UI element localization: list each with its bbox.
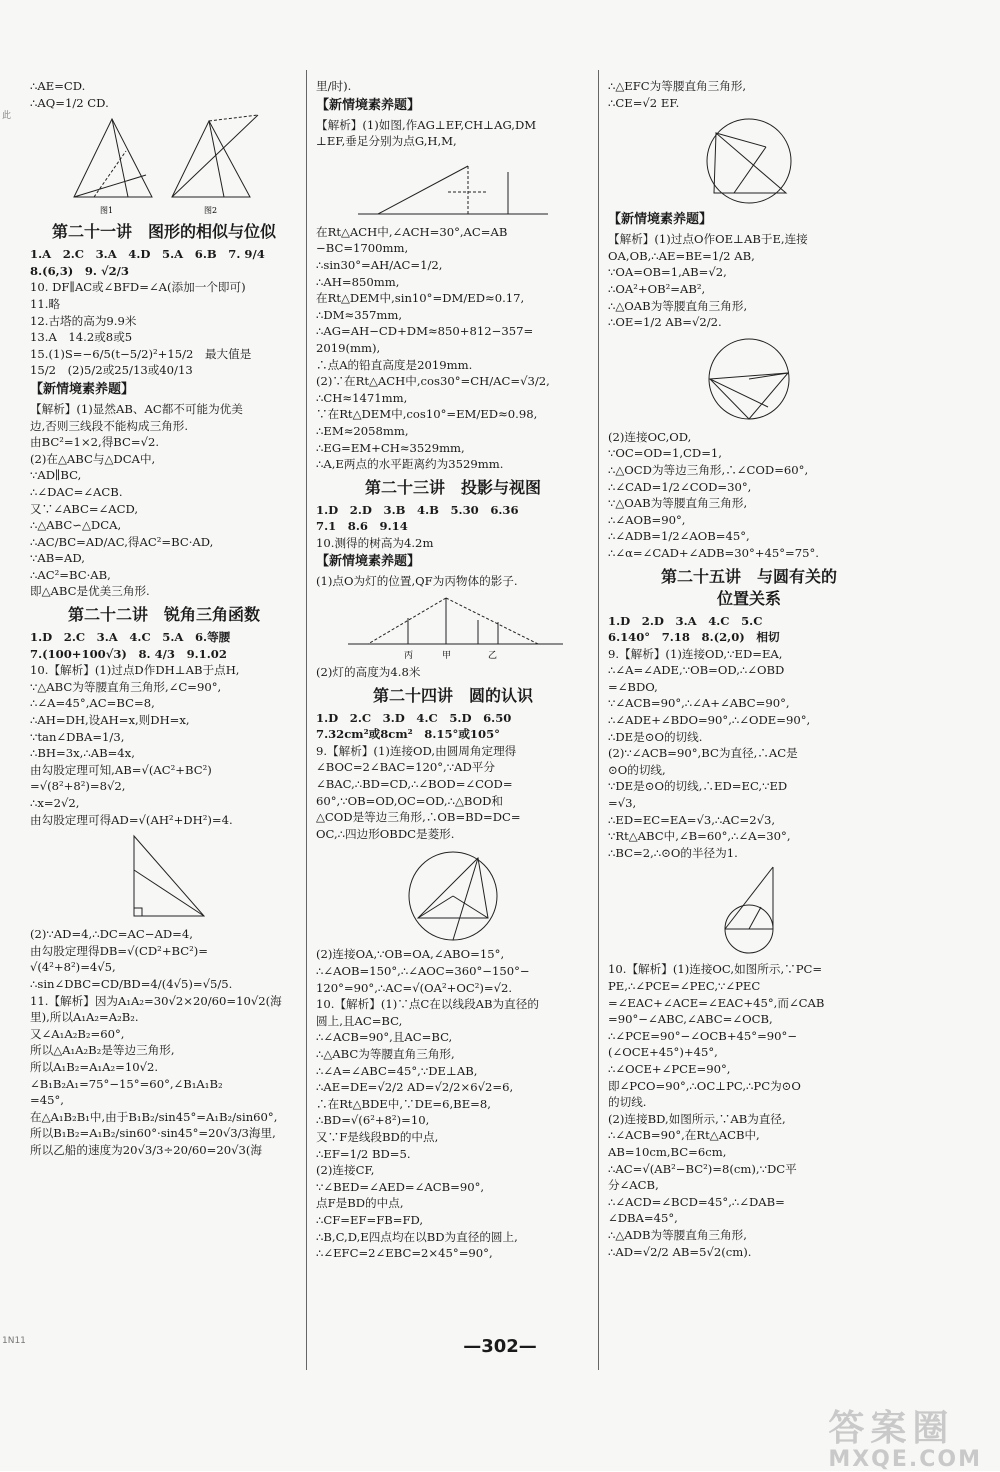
figure-label: 甲 bbox=[442, 651, 452, 662]
text-line: ∴AC=√(AB²−BC²)=8(cm),∵DC平 bbox=[608, 1161, 797, 1176]
text-line: (2)∵在Rt△ACH中,cos30°=CH/AC=√3/2, bbox=[316, 374, 550, 389]
text-line: ∴BD=√(6²+8²)=10, bbox=[316, 1113, 430, 1128]
text-line: ∴OE=1/2 AB=√2/2. bbox=[608, 315, 722, 330]
watermark-url: MXQE.COM bbox=[828, 1447, 982, 1472]
text-line: 边,否则三线段不能构成三角形. bbox=[30, 418, 189, 433]
text-line: 所以A₁B₂=A₁A₂=10√2. bbox=[30, 1059, 159, 1074]
answer-line: 10. DF∥AC或∠BFD=∠A(添加一个即可) bbox=[30, 280, 246, 295]
text-line: ∴△OAB为等腰直角三角形, bbox=[608, 298, 748, 313]
text-line: =∠EAC+∠ACE=∠EAC+45°,而∠CAB bbox=[608, 995, 825, 1010]
text-line: ∴AC/BC=AD/AC,得AC²=BC·AD, bbox=[30, 534, 214, 549]
text-line: ∵△OAB为等腰直角三角形, bbox=[608, 496, 748, 511]
text-line: (2)灯的高度为4.8米 bbox=[316, 665, 421, 680]
answer-line: ∴BC=2,∴⊙O的半径为1. bbox=[608, 845, 738, 860]
text-line: 在Rt△ACH中,∠ACH=30°,AC=AB bbox=[316, 224, 508, 239]
answer-line: 9.【解析】(1)连接OD,由圆周角定理得 bbox=[316, 743, 517, 758]
text-line: (2)∵AD=4,∴DC=AC−AD=4, bbox=[30, 927, 193, 942]
column-divider bbox=[598, 70, 599, 1370]
text-line: 分∠ACB, bbox=[608, 1178, 659, 1193]
figure-caption: 图2 bbox=[204, 206, 218, 216]
text-line: ∴AC²=BC·AB, bbox=[30, 567, 111, 582]
text-line: 所以B₁B₂=A₁B₂/sin60°·sin45°=20√3/3海里, bbox=[30, 1126, 276, 1141]
text-line: ∴∠CAD=1/2∠COD=30°, bbox=[608, 479, 752, 494]
answer-line: ⊙O的切线, bbox=[608, 762, 666, 777]
answer-line: 7.1 8.6 9.14 bbox=[316, 519, 408, 534]
text-line: (2)连接OA,∵OB=OA,∠ABO=15°, bbox=[316, 947, 505, 962]
answer-line: 7.32cm²或8cm² 8.15°或105° bbox=[316, 727, 500, 742]
answer-line: ∴∠ADE+∠BDO=90°,∴∠ODE=90°, bbox=[608, 713, 811, 728]
answer-line: ∵△ABC为等腰直角三角形,∠C=90°, bbox=[30, 679, 222, 694]
answer-line: =√(8²+8²)=8√2, bbox=[30, 779, 126, 794]
text-line: ∴EM≈2058mm, bbox=[316, 423, 409, 438]
triangle-figures bbox=[64, 113, 264, 217]
answer-line: 1.D 2.D 3.A 4.C 5.C bbox=[608, 613, 763, 628]
watermark-text: 答案圈 bbox=[828, 1408, 955, 1449]
text-line: =45°, bbox=[30, 1093, 64, 1108]
slope-figure bbox=[348, 152, 558, 222]
answer-line: 10.【解析】(1)过点D作DH⊥AB于点H, bbox=[30, 663, 240, 678]
circle-figure bbox=[694, 113, 804, 209]
text-line: 圆上,且AC=BC, bbox=[316, 1013, 403, 1028]
text-line: 所以△A₁A₂B₂是等边三角形, bbox=[30, 1043, 175, 1058]
section-title: 【新情境素养题】 bbox=[608, 212, 713, 228]
text-line: ∴△ABC∽△DCA, bbox=[30, 518, 122, 533]
answer-line: 9.【解析】(1)连接OD,∵ED=EA, bbox=[608, 646, 783, 661]
text-line: ∴AQ=1/2 CD. bbox=[30, 95, 109, 110]
text-line: ∴∠ACD=∠BCD=45°,∴∠DAB= bbox=[608, 1194, 785, 1209]
text-line: 所以乙船的速度为20√3/3÷20/60=20√3(海 bbox=[30, 1142, 263, 1157]
text-line: ∴∠ACB=90°,且AC=BC, bbox=[316, 1030, 453, 1045]
answer-line: ∠BAC,∴BD=CD,∴∠BOD=∠COD= bbox=[316, 777, 513, 792]
section-title: 【新情境素养题】 bbox=[316, 97, 421, 113]
right-triangle-figure bbox=[104, 830, 224, 924]
lecture-heading: 第二十四讲 圆的认识 bbox=[372, 685, 533, 705]
answer-line: ∠BOC=2∠BAC=120°,∵AD平分 bbox=[316, 760, 495, 775]
answer-line: 由勾股定理可知,AB=√(AC²+BC²) bbox=[30, 762, 212, 777]
answer-line: ∴BH=3x,∴AB=4x, bbox=[30, 746, 135, 761]
text-line: (1)点O为灯的位置,QF为丙物体的影子. bbox=[316, 574, 518, 589]
text-line: 【解析】(1)显然AB、AC都不可能为优美 bbox=[30, 401, 243, 416]
circle-figure bbox=[694, 333, 804, 427]
text-line: ∵OC=OD=1,CD=1, bbox=[608, 446, 722, 461]
answer-line: △COD是等边三角形,∴OB=BD=DC= bbox=[316, 810, 521, 825]
answer-line: ∴AH=DH,设AH=x,则DH=x, bbox=[30, 713, 190, 728]
text-line: ∴∠α=∠CAD+∠ADB=30°+45°=75°. bbox=[608, 545, 819, 560]
circle-tangent-figure bbox=[699, 863, 799, 959]
text-line: 里),所以A₁A₂=A₂B₂. bbox=[30, 1010, 139, 1025]
answer-line: 15/2 (2)5/2或25/13或40/13 bbox=[30, 363, 193, 378]
answer-line: ∵Rt△ABC中,∠B=60°,∴∠A=30°, bbox=[608, 829, 791, 844]
text-line: ∴△EFC为等腰直角三角形, bbox=[608, 79, 747, 93]
page-number: —302— bbox=[463, 1336, 537, 1357]
text-line: ∵OA=OB=1,AB=√2, bbox=[608, 265, 727, 280]
answer-line: ∴DE是⊙O的切线. bbox=[608, 729, 703, 744]
text-line: ∴∠AOB=90°, bbox=[608, 512, 686, 527]
text-line: PE,∴∠PCE=∠PEC,∵∠PEC bbox=[608, 979, 761, 993]
text-line: ∴A,E两点的水平距离约为3529mm. bbox=[316, 457, 504, 472]
figure-label: 乙 bbox=[488, 651, 498, 662]
text-line: ∴∠DAC=∠ACB. bbox=[30, 484, 123, 499]
answer-line: 1.D 2.C 3.A 4.C 5.A 6.等腰 bbox=[30, 630, 231, 645]
text-line: 又∵F是线段BD的中点, bbox=[316, 1129, 439, 1144]
text-line: ∴∠A=∠ABC=45°,∵DE⊥AB, bbox=[316, 1063, 478, 1078]
text-line: ∴AH=850mm, bbox=[316, 274, 400, 289]
figure-label: 丙 bbox=[404, 651, 414, 662]
answer-line: ∵DE是⊙O的切线,∴ED=EC,∵ED bbox=[608, 779, 788, 794]
text-line: (2)在△ABC与△DCA中, bbox=[30, 451, 156, 466]
text-line: ∴B,C,D,E四点均在以BD为直径的圆上, bbox=[316, 1229, 518, 1244]
text-line: ∠DBA=45°, bbox=[608, 1211, 678, 1226]
text-line: (2)连接CF, bbox=[316, 1163, 375, 1178]
text-line: ∴DM≈357mm, bbox=[316, 307, 403, 322]
lecture-heading: 第二十三讲 投影与视图 bbox=[364, 477, 541, 497]
answer-line: ∴∠A=45°,AC=BC=8, bbox=[30, 696, 155, 711]
text-line: =90°−∠ABC,∠ABC=∠OCB, bbox=[608, 1012, 773, 1027]
answer-line: ∴x=2√2, bbox=[30, 796, 80, 810]
text-line: ∴OA²+OB²=AB², bbox=[608, 281, 706, 296]
answer-line: (2)∵∠ACB=90°,BC为直径,∴AC是 bbox=[608, 746, 798, 761]
answer-line: 8.(6,3) 9. √2/3 bbox=[30, 263, 129, 278]
text-line: ∵在Rt△DEM中,cos10°=EM/ED≈0.98, bbox=[316, 407, 538, 422]
section-title: 【新情境素养题】 bbox=[30, 381, 135, 397]
text-line: (2)连接BD,如图所示,∵AB为直径, bbox=[608, 1111, 786, 1126]
text-line: ∴AG=AH−CD+DM≈850+812−357= bbox=[316, 324, 534, 339]
text-line: 里/时). bbox=[316, 79, 352, 93]
text-line: ∴∠EFC=2∠EBC=2×45°=90°, bbox=[316, 1246, 493, 1261]
text-line: OA,OB,∴AE=BE=1/2 AB, bbox=[608, 248, 755, 263]
lecture-heading: 第二十五讲 与圆有关的 bbox=[660, 566, 837, 586]
text-line: 在Rt△DEM中,sin10°=DM/ED≈0.17, bbox=[316, 291, 525, 306]
text-line: ∴AD=√2/2 AB=5√2(cm). bbox=[608, 1244, 752, 1259]
lecture-heading: 第二十一讲 图形的相似与位似 bbox=[51, 222, 276, 242]
text-line: (2)连接OC,OD, bbox=[608, 429, 692, 444]
margin-mark: 1N11 bbox=[2, 1336, 26, 1346]
text-line: 即△ABC是优美三角形. bbox=[30, 584, 150, 599]
text-line: 由勾股定理得DB=√(CD²+BC²)= bbox=[30, 943, 209, 958]
text-line: ∵AD∥BC, bbox=[30, 468, 82, 483]
text-line: ∴CF=EF=FB=FD, bbox=[316, 1212, 424, 1227]
circle-figure bbox=[398, 844, 508, 944]
answer-line: OC,∴四边形OBDC是菱形. bbox=[316, 826, 455, 841]
text-line: ∴△ADB为等腰直角三角形, bbox=[608, 1227, 747, 1242]
text-line: 点F是BD的中点, bbox=[316, 1196, 404, 1211]
text-line: 又∠A₁A₂B₂=60°, bbox=[30, 1026, 125, 1041]
text-line: ∠B₁B₂A₁=75°−15°=60°,∠B₁A₁B₂ bbox=[30, 1076, 223, 1091]
answer-line: 7.(100+100√3) 8. 4/3 9.1.02 bbox=[30, 646, 227, 661]
text-line: −BC=1700mm, bbox=[316, 241, 409, 256]
text-line: ∴△OCD为等边三角形,∴∠COD=60°, bbox=[608, 462, 809, 477]
text-line: 10.【解析】(1)∵点C在以线段AB为直径的 bbox=[316, 997, 539, 1012]
text-line: 由BC²=1×2,得BC=√2. bbox=[30, 435, 160, 450]
text-line: 的切线. bbox=[608, 1095, 647, 1110]
answer-line: 6.140° 7.18 8.(2,0) 相切 bbox=[608, 630, 780, 645]
text-line: ∴sin∠DBC=CD/BD=4/(4√5)=√5/5. bbox=[30, 976, 233, 991]
text-line: 11.【解析】因为A₁A₂=30√2×20/60=10√2(海 bbox=[30, 993, 282, 1008]
text-line: ∴∠ADB=1/2∠AOB=45°, bbox=[608, 529, 750, 544]
text-line: 在△A₁B₂B₁中,由于B₁B₂/sin45°=A₁B₂/sin60°, bbox=[30, 1109, 278, 1124]
margin-mark: 此 bbox=[2, 111, 12, 121]
text-line: ∴CH≈1471mm, bbox=[316, 390, 408, 405]
figure-caption: 图1 bbox=[100, 206, 114, 216]
text-line: ∴sin30°=AH/AC=1/2, bbox=[316, 257, 443, 272]
column-1 bbox=[30, 78, 298, 1159]
text-line: 【解析】(1)如图,作AG⊥EF,CH⊥AG,DM bbox=[316, 117, 537, 132]
column-3 bbox=[608, 78, 890, 1260]
answer-line: 13.A 14.2或8或5 bbox=[30, 330, 133, 345]
watermark bbox=[828, 1400, 982, 1472]
answer-line: 60°,∵OB=OD,OC=OD,∴△BOD和 bbox=[316, 793, 504, 808]
answer-line: 1.D 2.D 3.B 4.B 5.30 6.36 bbox=[316, 502, 519, 517]
text-line: ∵∠BED=∠AED=∠ACB=90°, bbox=[316, 1179, 485, 1194]
answer-line: =√3, bbox=[608, 796, 637, 811]
text-line: ∴△ABC为等腰直角三角形, bbox=[316, 1046, 455, 1061]
answer-line: ∵tan∠DBA=1/3, bbox=[30, 729, 125, 744]
text-line: ∴∠PCE=90°−∠OCB+45°=90°− bbox=[608, 1028, 798, 1043]
answer-line: 10.测得的树高为4.2m bbox=[316, 535, 434, 550]
text-line: ∴在Rt△BDE中,∵DE=6,BE=8, bbox=[316, 1096, 491, 1111]
text-line: AB=10cm,BC=6cm, bbox=[608, 1144, 727, 1159]
text-line: ∴EF=1/2 BD=5. bbox=[316, 1146, 411, 1161]
answer-line: ∴∠A=∠ADE,∵OB=OD,∴∠OBD bbox=[608, 663, 785, 678]
text-line: 【解析】(1)过点O作OE⊥AB于E,连接 bbox=[608, 232, 808, 247]
text-line: ∴∠ACB=90°,在Rt△ACB中, bbox=[608, 1128, 760, 1143]
text-line: ⊥EF,垂足分别为点G,H,M, bbox=[316, 134, 457, 149]
column-divider bbox=[306, 70, 307, 1370]
text-line: ∴∠OCE+∠PCE=90°, bbox=[608, 1061, 731, 1076]
text-line: ∴点A的铅直高度是2019mm. bbox=[316, 357, 473, 372]
answer-line: 15.(1)S=−6/5(t−5/2)²+15/2 最大值是 bbox=[30, 346, 252, 361]
text-line: ∴AE=DE=√2/2 AD=√2/2×6√2=6, bbox=[316, 1080, 514, 1095]
answer-line: 11.略 bbox=[30, 296, 61, 311]
text-line: 120°=90°,∴AC=√(OA²+OC²)=√2. bbox=[316, 980, 513, 995]
answer-line: ∴ED=EC=EA=√3,∴AC=2√3, bbox=[608, 812, 776, 827]
text-line: ∴∠AOB=150°,∴∠AOC=360°−150°− bbox=[316, 964, 530, 978]
text-line: √(4²+8²)=4√5, bbox=[30, 960, 116, 975]
answer-line: =∠BDO, bbox=[608, 679, 658, 694]
lecture-heading: 第二十二讲 锐角三角函数 bbox=[67, 605, 260, 625]
answer-line: 12.古塔的高为9.9米 bbox=[30, 313, 137, 328]
answer-line: 1.D 2.C 3.D 4.C 5.D 6.50 bbox=[316, 710, 512, 725]
text-line: 2019(mm), bbox=[316, 340, 381, 355]
text-line: ∵AB=AD, bbox=[30, 551, 85, 566]
text-line: 10.【解析】(1)连接OC,如图所示,∵PC= bbox=[608, 962, 823, 977]
lecture-heading: 位置关系 bbox=[716, 588, 781, 608]
answer-line: 由勾股定理可得AD=√(AH²+DH²)=4. bbox=[30, 812, 233, 827]
text-line: ∴AE=CD. bbox=[30, 79, 86, 93]
text-line: (∠OCE+45°)+45°, bbox=[608, 1045, 718, 1060]
section-title: 【新情境素养题】 bbox=[316, 554, 421, 570]
answer-line: ∵∠ACB=90°,∴∠A+∠ABC=90°, bbox=[608, 696, 790, 711]
text-line: 又∵∠ABC=∠ACD, bbox=[30, 501, 139, 516]
text-line: ∴CE=√2 EF. bbox=[608, 95, 680, 110]
answer-line: 1.A 2.C 3.A 4.D 5.A 6.B 7. 9/4 bbox=[30, 247, 265, 262]
column-2 bbox=[316, 78, 590, 1262]
text-line: 即∠PCO=90°,∴OC⊥PC,∴PC为⊙O bbox=[608, 1078, 801, 1093]
projection-figure bbox=[338, 592, 568, 662]
text-line: ∴EG=EM+CH≈3529mm, bbox=[316, 440, 465, 455]
